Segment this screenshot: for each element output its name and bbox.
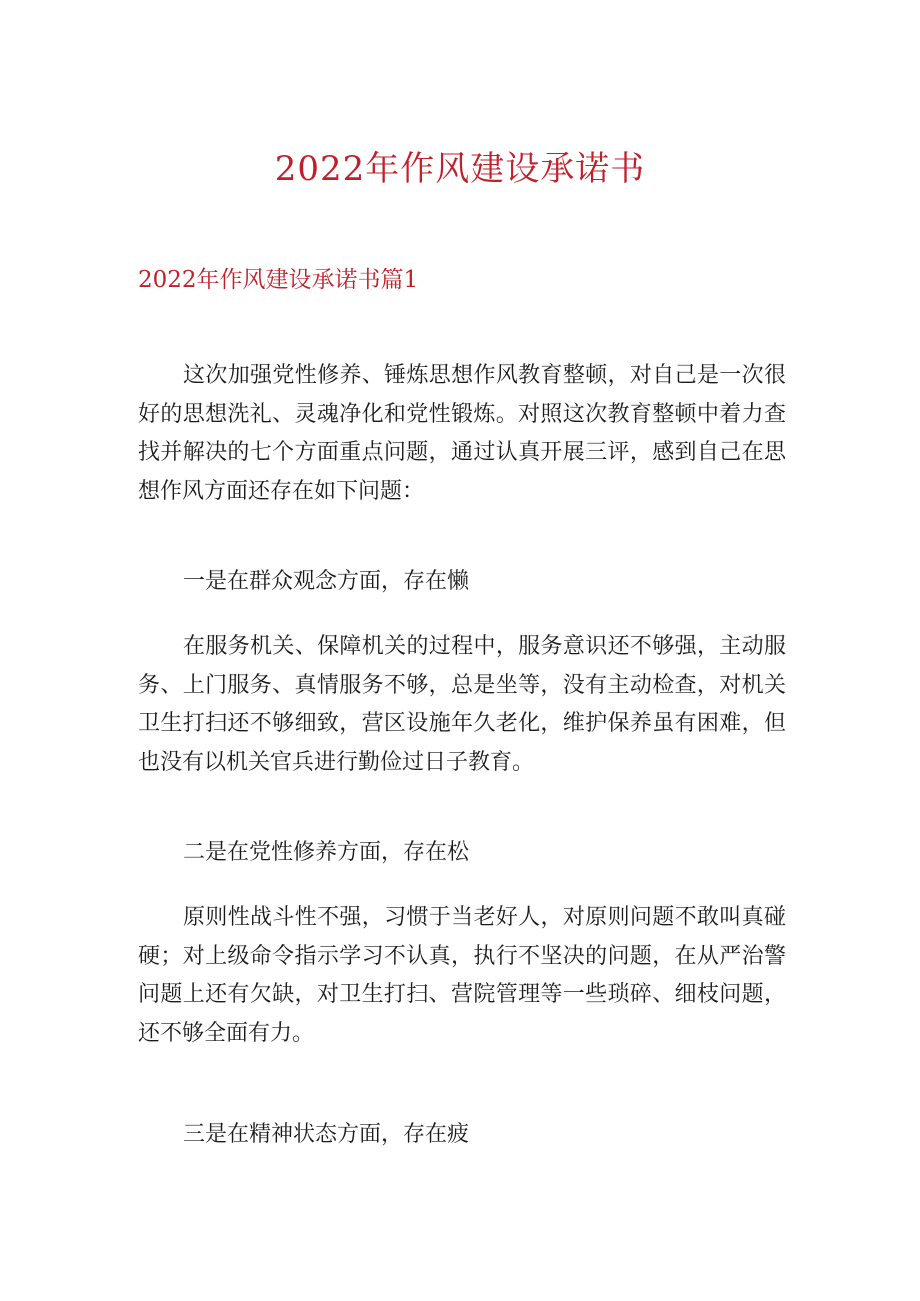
section-heading: 2022年作风建设承诺书篇1 xyxy=(138,267,419,293)
paragraph-intro: 这次加强党性修养、锤炼思想作风教育整顿，对自己是一次很好的思想洗礼、灵魂净化和党性锻炼。对照这次教育整顿中着力查找并解决的七个方面重点问题，通过认真开展三评，感到自己在思想作风方面还存在如下问题： xyxy=(138,363,786,504)
paragraph-point-one-body: 在服务机关、保障机关的过程中，服务意识还不够强，主动服务、上门服务、真情服务不够，总是坐等，没有主动检查，对机关卫生打扫还不够细致，营区设施年久老化，维护保养虽有困难，但也没有以机关官兵进行勤俭过日子教育。 xyxy=(138,634,786,775)
paragraph-point-one-heading: 一是在群众观念方面，存在懒 xyxy=(183,569,470,594)
paragraph-point-three-heading: 三是在精神状态方面，存在疲 xyxy=(183,1122,470,1147)
paragraph-point-two-heading: 二是在党性修养方面，存在松 xyxy=(183,840,470,865)
document-title: 2022年作风建设承诺书 xyxy=(274,149,646,189)
paragraph-point-two-body: 原则性战斗性不强，习惯于当老好人，对原则问题不敢叫真碰硬；对上级命令指示学习不认真，执行不坚决的问题，在从严治警问题上还有欠缺，对卫生打扫、营院管理等一些琐碎、细枝问题，还不够全面有力。 xyxy=(138,905,786,1046)
